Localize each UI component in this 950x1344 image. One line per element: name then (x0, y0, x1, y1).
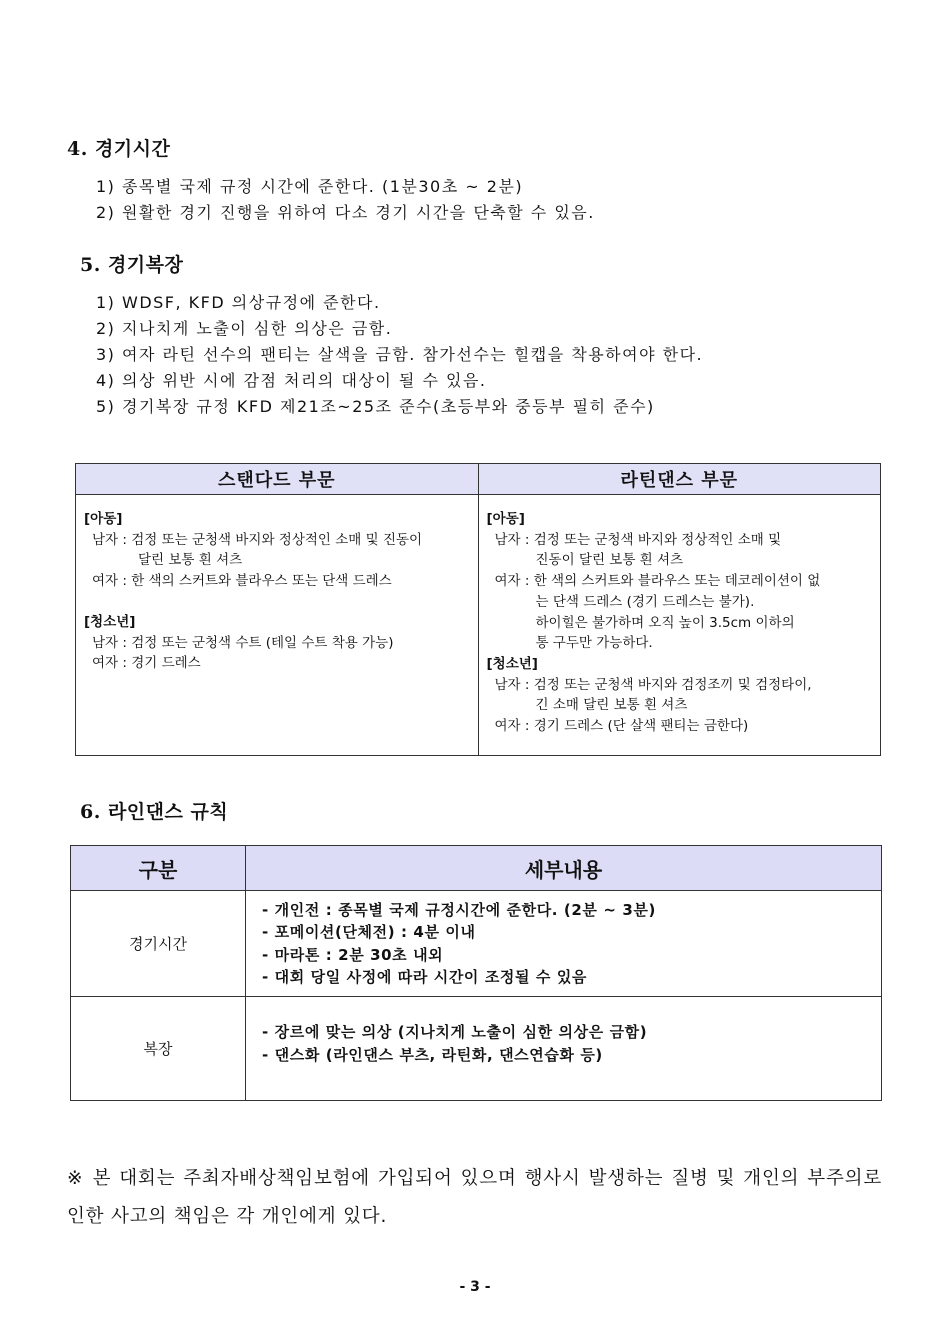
child-female-rule-cont: 통 구두만 가능하다. (535, 635, 653, 652)
category-header: 구분 (71, 846, 246, 891)
youth-male-rule-cont: 긴 소매 달린 보통 흰 셔츠 (535, 697, 688, 714)
child-group-label: [아동] (486, 511, 525, 527)
row-details-attire (246, 997, 882, 1101)
child-male-rule: 남자 : 검정 또는 군청색 바지와 정상적인 소매 및 진동이 (92, 531, 423, 548)
child-female-rule: 여자 : 한 색의 스커트와 블라우스 또는 데코레이션이 없 (494, 573, 821, 590)
section6-title: 6. 라인댄스 규칙 (80, 801, 229, 823)
line-dance-rules-table (70, 845, 882, 1101)
details-header: 세부내용 (246, 846, 882, 891)
row-label-attire: 복장 (71, 997, 246, 1101)
child-female-rule: 여자 : 한 색의 스커트와 블라우스 또는 단색 드레스 (92, 573, 392, 590)
page-number: - 3 - (459, 1279, 491, 1295)
child-female-rule-cont: 하이힐은 불가하며 오직 높이 3.5cm 이하의 (535, 614, 795, 631)
list-item: 3) 여자 라틴 선수의 팬티는 살색을 금함. 참가선수는 힐캡을 착용하여야 한다. (96, 345, 704, 364)
detail-line: - 장르에 맞는 의상 (지나치게 노출이 심한 의상은 금함) (262, 1023, 648, 1041)
child-female-rule-cont: 는 단색 드레스 (경기 드레스는 불가). (535, 593, 755, 610)
section5-title: 5. 경기복장 (80, 254, 184, 276)
list-item: 1) 종목별 국제 규정 시간에 준한다. (1분30초 ~ 2분) (96, 177, 524, 196)
standard-cell (76, 495, 479, 756)
youth-male-rule: 남자 : 검정 또는 군청색 수트 (테일 수트 착용 가능) (92, 634, 394, 651)
child-male-rule-cont: 진동이 달린 보통 흰 셔츠 (535, 552, 684, 569)
youth-female-rule: 여자 : 경기 드레스 (단 살색 팬티는 금한다) (494, 718, 749, 735)
child-male-rule-cont: 달린 보통 흰 셔츠 (138, 552, 243, 569)
list-item: 4) 의상 위반 시에 감점 처리의 대상이 될 수 있음. (96, 371, 487, 390)
list-item: 5) 경기복장 규정 KFD 제21조~25조 준수(초등부와 중등부 필히 준수) (96, 397, 655, 416)
youth-female-rule: 여자 : 경기 드레스 (92, 655, 201, 672)
row-details-time (246, 891, 882, 997)
dress-code-table (75, 463, 881, 756)
section4-list (96, 174, 595, 226)
youth-group-label: [청소년] (84, 613, 136, 630)
detail-line: - 포메이션(단체전) : 4분 이내 (262, 923, 476, 941)
section5-list (96, 290, 703, 420)
list-item: 1) WDSF, KFD 의상규정에 준한다. (96, 293, 381, 312)
detail-line: - 마라톤 : 2분 30초 내외 (262, 945, 444, 964)
list-item: 2) 지나치게 노출이 심한 의상은 금함. (96, 319, 393, 338)
insurance-note: ※ 본 대회는 주최자배상책임보험에 가입되어 있으며 행사시 발생하는 질병 및 개인의 부주의로 인한 사고의 책임은 각 개인에게 있다. (67, 1168, 882, 1227)
child-male-rule: 남자 : 검정 또는 군청색 바지와 정상적인 소매 및 (494, 531, 782, 548)
section4-title: 4. 경기시간 (67, 138, 171, 160)
youth-group-label: [청소년] (486, 655, 538, 672)
detail-line: - 댄스화 (라인댄스 부츠, 라틴화, 댄스연습화 등) (262, 1045, 603, 1064)
latin-cell (478, 495, 881, 756)
row-label-time: 경기시간 (71, 891, 246, 997)
latin-header: 라틴댄스 부문 (478, 464, 881, 495)
detail-line: - 대회 당일 사정에 따라 시간이 조정될 수 있음 (262, 968, 588, 986)
list-item: 2) 원활한 경기 진행을 위하여 다소 경기 시간을 단축할 수 있음. (96, 203, 595, 222)
youth-male-rule: 남자 : 검정 또는 군청색 바지와 검정조끼 및 검정타이, (494, 676, 812, 693)
detail-line: - 개인전 : 종목별 국제 규정시간에 준한다. (2분 ~ 3분) (262, 900, 656, 919)
standard-header: 스탠다드 부문 (76, 464, 479, 495)
child-group-label: [아동] (84, 511, 123, 527)
